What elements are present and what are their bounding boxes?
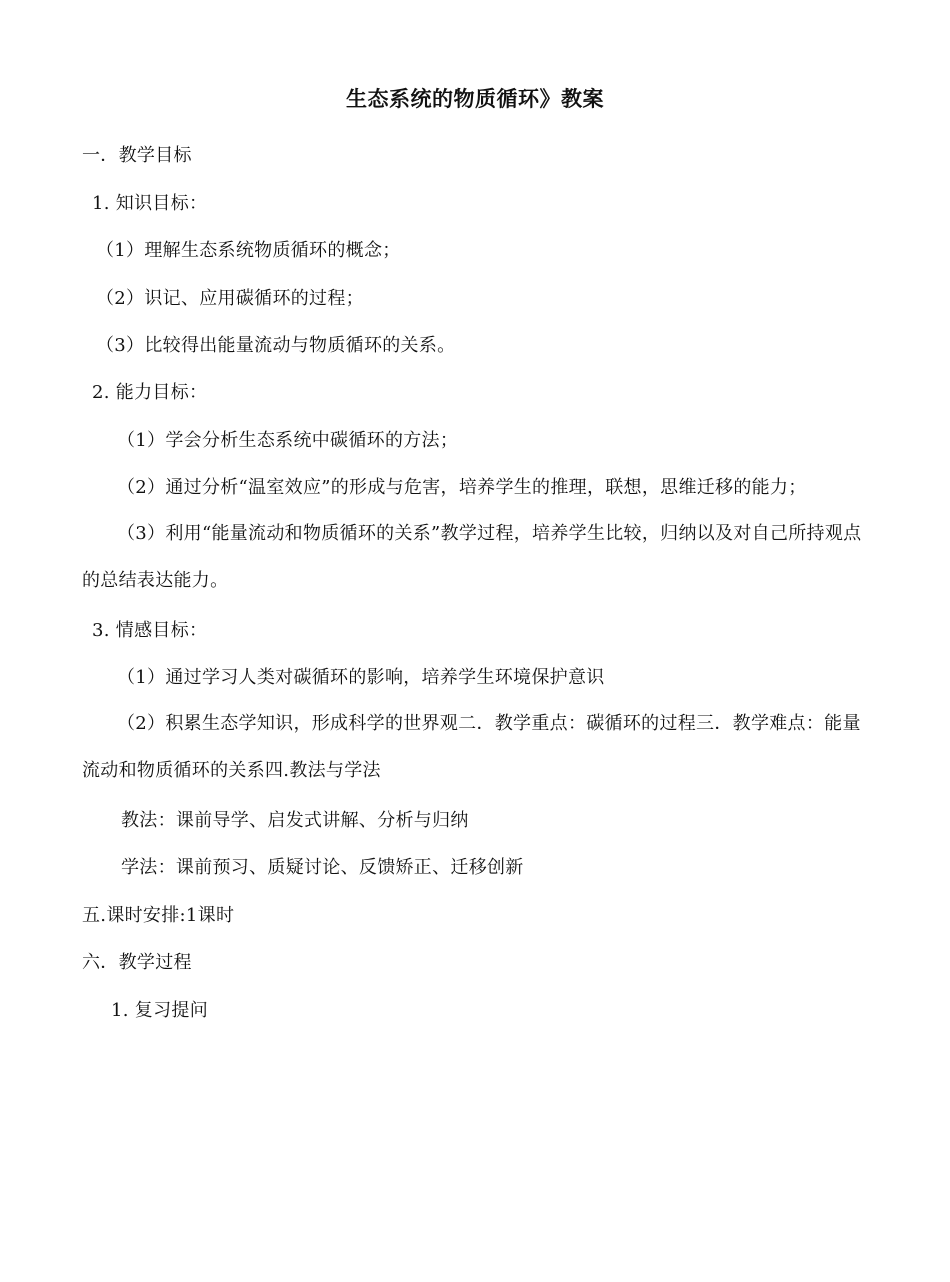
section-teaching-process: 六．教学过程 <box>82 952 192 973</box>
subsection-emotion-goals: 3. 情感目标： <box>92 620 208 641</box>
teaching-method: 教法：课前导学、启发式讲解、分析与归纳 <box>121 810 469 831</box>
learning-method: 学法：课前预习、质疑讨论、反馈矫正、迁移创新 <box>121 857 524 878</box>
knowledge-goal-1: （1）理解生态系统物质循环的概念； <box>96 240 401 261</box>
process-step-review: 1. 复习提问 <box>111 1000 208 1021</box>
knowledge-goal-3: （3）比较得出能量流动与物质循环的关系。 <box>96 335 456 356</box>
emotion-goal-2: （2）积累生态学知识，形成科学的世界观二．教学重点：碳循环的过程三．教学难点：能量流动和物质循环的关系四.教法与学法 <box>82 713 861 781</box>
knowledge-goal-2: （2）识记、应用碳循环的过程； <box>96 288 364 309</box>
subsection-knowledge-goals: 1. 知识目标： <box>92 193 208 214</box>
section-teaching-goals: 一．教学目标 <box>82 145 192 166</box>
subsection-ability-goals: 2. 能力目标： <box>92 382 208 403</box>
emotion-goal-1: （1）通过学习人类对碳循环的影响，培养学生环境保护意识 <box>117 667 605 688</box>
section-schedule: 五.课时安排:1课时 <box>82 905 235 926</box>
document-title: 生态系统的物质循环》教案 <box>346 87 604 111</box>
ability-goal-2: （2）通过分析“温室效应”的形成与危害，培养学生的推理，联想，思维迁移的能力； <box>117 477 807 498</box>
ability-goal-3: （3）利用“能量流动和物质循环的关系”教学过程，培养学生比较，归纳以及对自己所持观点的总结表达能力。 <box>82 523 862 591</box>
ability-goal-1: （1）学会分析生态系统中碳循环的方法； <box>117 430 459 451</box>
